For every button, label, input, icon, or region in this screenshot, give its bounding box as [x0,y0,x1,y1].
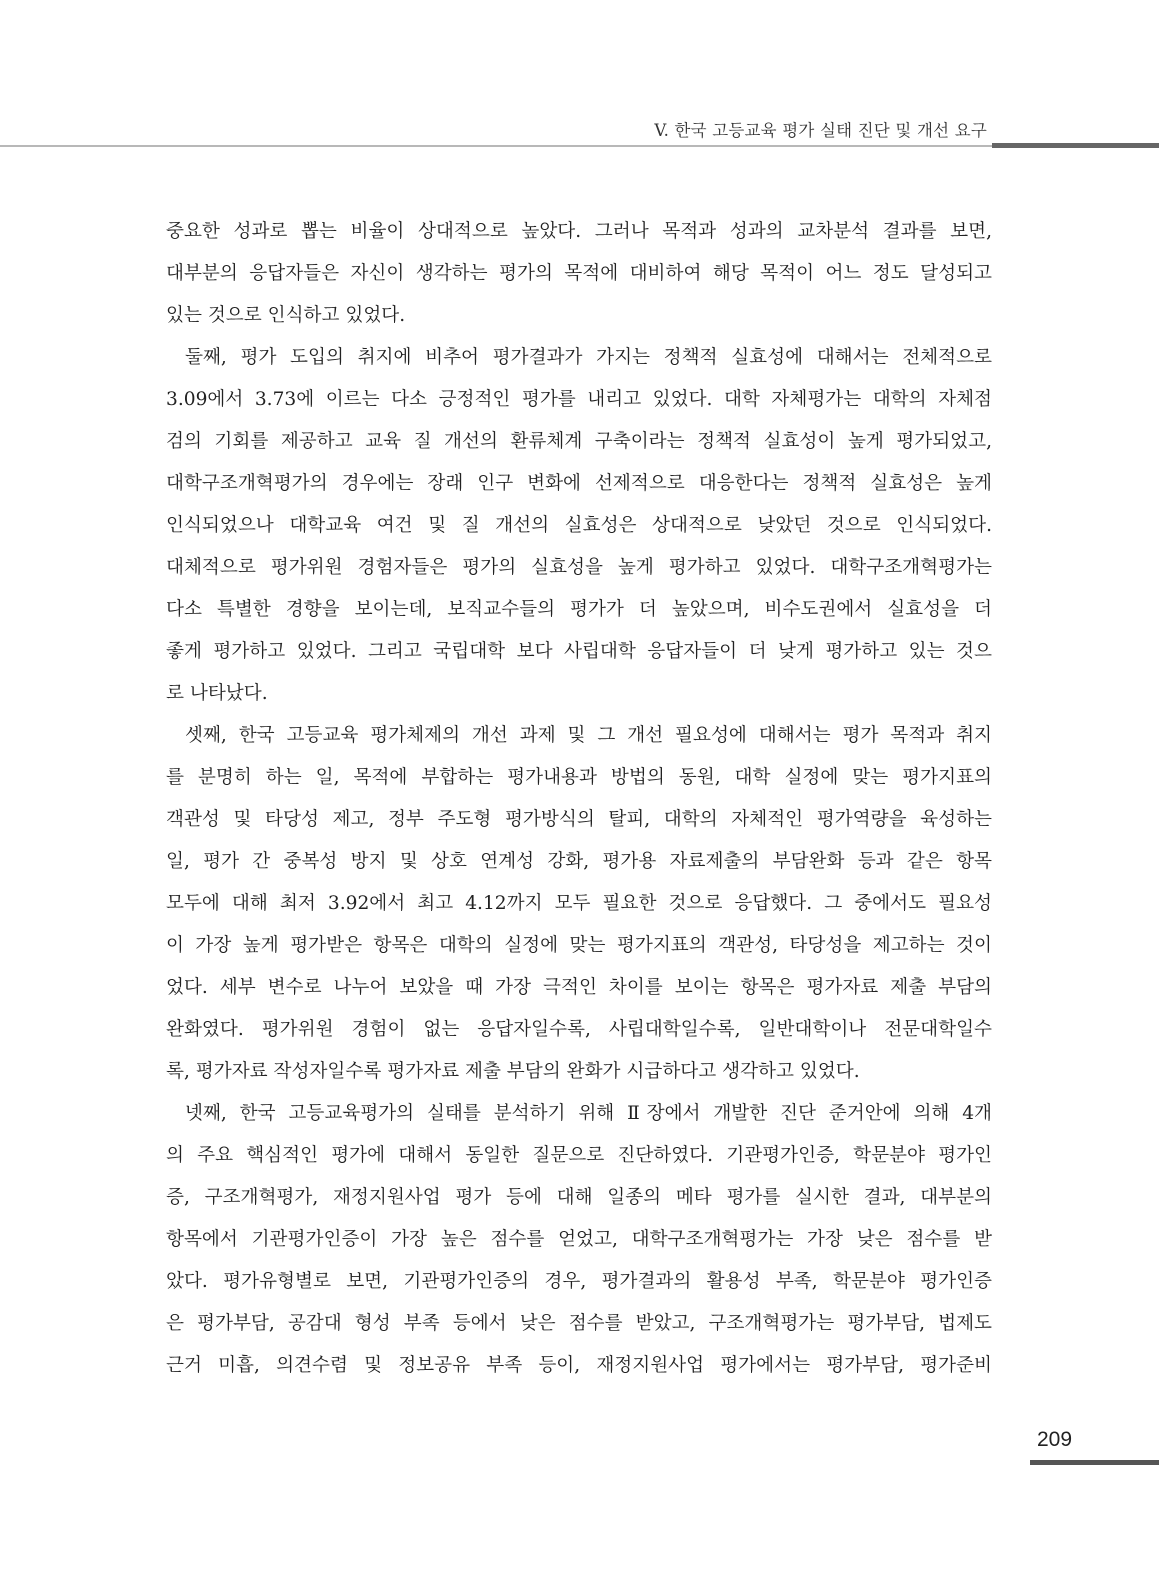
page-number: 209 [1037,1428,1073,1451]
text-line: 검의 기회를 제공하고 교육 질 개선의 환류체계 구축이라는 정책적 실효성이 높게 평가되었고, [166,431,992,452]
text-line: 항목에서 기관평가인증이 가장 높은 점수를 얻었고, 대학구조개혁평가는 가장 낮은 점수를 받 [166,1229,992,1250]
text-line: 좋게 평가하고 있었다. 그리고 국립대학 보다 사립대학 응답자들이 더 낮게 평가하고 있는 것으 [166,641,992,662]
text-line: 대학구조개혁평가의 경우에는 장래 인구 변화에 선제적으로 대응한다는 정책적 실효성은 높게 [166,473,992,494]
text-line: 3.09에서 3.73에 이르는 다소 긍정적인 평가를 내리고 있었다. 대학 자체평가는 대학의 자체점 [166,389,992,410]
text-line: 의 주요 핵심적인 평가에 대해서 동일한 질문으로 진단하였다. 기관평가인증, 학문분야 평가인 [166,1145,992,1166]
text-line: 둘째, 평가 도입의 취지에 비추어 평가결과가 가지는 정책적 실효성에 대해서는 전체적으로 [185,347,992,368]
header-rule [0,145,992,147]
text-line: 았다. 평가유형별로 보면, 기관평가인증의 경우, 평가결과의 활용성 부족, 학문분야 평가인증 [166,1271,992,1292]
text-line: 록, 평가자료 작성자일수록 평가자료 제출 부담의 완화가 시급하다고 생각하고 있었다. [166,1061,860,1082]
text-line: 이 가장 높게 평가받은 항목은 대학의 실정에 맞는 평가지표의 객관성, 타당성을 제고하는 것이 [166,935,992,956]
text-line: 인식되었으나 대학교육 여건 및 질 개선의 실효성은 상대적으로 낮았던 것으로 인식되었다. [166,515,992,536]
text-line: 대부분의 응답자들은 자신이 생각하는 평가의 목적에 대비하여 해당 목적이 어느 정도 달성되고 [166,263,992,284]
text-line: 셋째, 한국 고등교육 평가체제의 개선 과제 및 그 개선 필요성에 대해서는 평가 목적과 취지 [185,725,992,746]
text-line: 다소 특별한 경향을 보이는데, 보직교수들의 평가가 더 높았으며, 비수도권에서 실효성을 더 [166,599,992,620]
text-line: 은 평가부담, 공감대 형성 부족 등에서 낮은 점수를 받았고, 구조개혁평가는 평가부담, 법제도 [166,1313,992,1334]
text-line: 로 나타났다. [166,683,268,704]
text-line: 중요한 성과로 뽑는 비율이 상대적으로 높았다. 그러나 목적과 성과의 교차분석 결과를 보면, [166,221,992,242]
text-line: 완화였다. 평가위원 경험이 없는 응답자일수록, 사립대학일수록, 일반대학이나 전문대학일수 [166,1019,992,1040]
footer-rule [1030,1460,1159,1465]
text-line: 넷째, 한국 고등교육평가의 실태를 분석하기 위해 Ⅱ장에서 개발한 진단 준거안에 의해 4개 [185,1103,992,1124]
text-line: 일, 평가 간 중복성 방지 및 상호 연계성 강화, 평가용 자료제출의 부담완화 등과 같은 항목 [166,851,992,872]
text-line: 객관성 및 타당성 제고, 정부 주도형 평가방식의 탈피, 대학의 자체적인 평가역량을 육성하는 [166,809,992,830]
header-rule-accent [992,143,1159,148]
text-line: 모두에 대해 최저 3.92에서 최고 4.12까지 모두 필요한 것으로 응답했다. 그 중에서도 필요성 [166,893,992,914]
text-line: 었다. 세부 변수로 나누어 보았을 때 가장 극적인 차이를 보이는 항목은 평가자료 제출 부담의 [166,977,992,998]
text-line: 를 분명히 하는 일, 목적에 부합하는 평가내용과 방법의 동원, 대학 실정에 맞는 평가지표의 [166,767,992,788]
text-line: 증, 구조개혁평가, 재정지원사업 평가 등에 대해 일종의 메타 평가를 실시한 결과, 대부분의 [166,1187,992,1208]
text-line: 있는 것으로 인식하고 있었다. [166,305,406,326]
running-header: V. 한국 고등교육 평가 실태 진단 및 개선 요구 [654,121,987,140]
text-line: 근거 미흡, 의견수렴 및 정보공유 부족 등이, 재정지원사업 평가에서는 평가부담, 평가준비 [166,1355,992,1376]
text-line: 대체적으로 평가위원 경험자들은 평가의 실효성을 높게 평가하고 있었다. 대학구조개혁평가는 [166,557,992,578]
body-text [166,211,992,1391]
